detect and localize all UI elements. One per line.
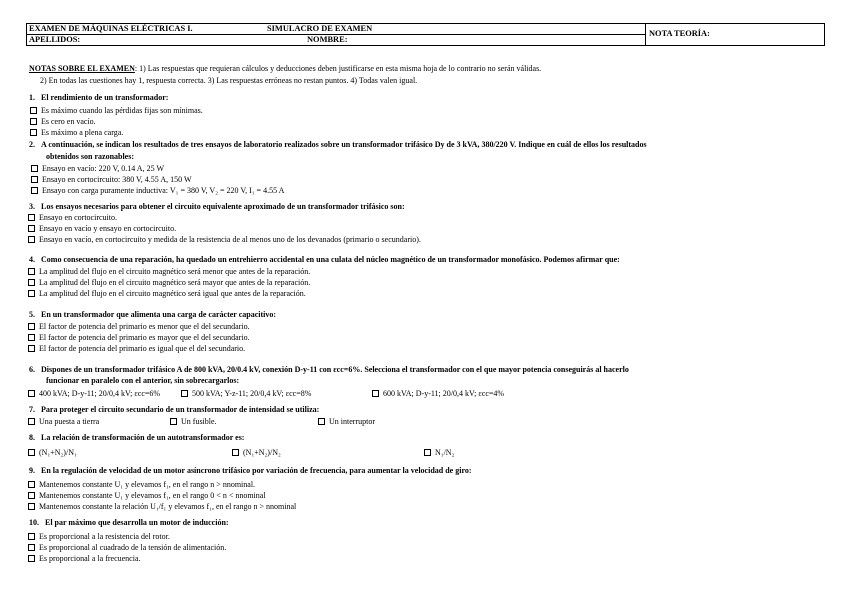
- question-9: [29, 466, 472, 476]
- question-text: El rendimiento de un transformador:: [41, 93, 169, 102]
- answer-option[interactable]: [28, 224, 176, 234]
- answer-label: Ensayo en vacío y ensayo en cortocircuito.: [39, 224, 177, 233]
- question-number: 4.: [29, 255, 35, 264]
- checkbox-icon[interactable]: [28, 268, 35, 275]
- question-4: [29, 255, 620, 265]
- answer-option[interactable]: [318, 417, 375, 427]
- nota-teoria-label: NOTA TEORÍA:: [649, 29, 710, 38]
- notes-line-2: 2) En todas las cuestiones hay 1, respuesta correcta. 3) Las respuestas erróneas no restan puntos. 4) Todas valen igual.: [40, 76, 418, 85]
- question-3: [29, 202, 405, 212]
- header-table: [26, 23, 825, 46]
- answer-label: La amplitud del flujo en el circuito magnético será igual que antes de la reparación.: [39, 289, 306, 298]
- question-text-continued: funcionar en paralelo con el anterior, sin sobrecargarlos:: [46, 376, 240, 385]
- checkbox-icon[interactable]: [181, 390, 188, 397]
- answer-option[interactable]: [28, 333, 250, 343]
- simulacro-label: SIMULACRO DE EXAMEN: [267, 24, 373, 33]
- question-text-continued: obtenidos son razonables:: [46, 152, 135, 161]
- answer-label: Una puesta a tierra: [39, 417, 100, 426]
- checkbox-icon[interactable]: [28, 555, 35, 562]
- answer-label: Ensayo en cortocircuito.: [39, 213, 117, 222]
- question-text: Dispones de un transformador trifásico A de 800 kVA, 20/0.4 kV, conexión D-y-11 con εcc=6%. Selecciona el transformador con el que mayor potencia conseguirás al hacerlo: [41, 365, 629, 374]
- question-text: Los ensayos necesarios para obtener el circuito equivalente aproximado de un transformador trifásico son:: [41, 202, 405, 211]
- answer-label: 400 kVA; D-y-11; 20/0,4 kV; εcc=6%: [39, 389, 161, 398]
- answer-option[interactable]: [28, 448, 77, 458]
- answer-label: 500 kVA; Y-z-11; 20/0,4 kV; εcc=8%: [192, 389, 312, 398]
- checkbox-icon[interactable]: [28, 290, 35, 297]
- exam-title: EXAMEN DE MÁQUINAS ELÉCTRICAS I.: [29, 24, 193, 33]
- checkbox-icon[interactable]: [28, 323, 35, 330]
- answer-label: Ensayo en vacío: 220 V, 0.14 A, 25 W: [42, 164, 164, 173]
- answer-option[interactable]: [30, 117, 96, 127]
- answer-option[interactable]: [28, 289, 306, 299]
- answer-label: El factor de potencia del primario es menor que el del secundario.: [39, 322, 250, 331]
- checkbox-icon[interactable]: [28, 492, 35, 499]
- question-text: En un transformador que alimenta una carga de carácter capacitivo:: [41, 310, 277, 319]
- answer-option[interactable]: [181, 389, 311, 399]
- answer-option[interactable]: [28, 278, 310, 288]
- checkbox-icon[interactable]: [232, 449, 239, 456]
- checkbox-icon[interactable]: [30, 118, 37, 125]
- answer-label: Un interruptor: [329, 417, 375, 426]
- answer-label: Mantenemos constante U₁ y elevamos f₁, en el rango 0 < n < nnominal: [39, 491, 266, 500]
- question-7: [29, 405, 319, 415]
- question-text: El par máximo que desarrolla un motor de inducción:: [45, 518, 229, 527]
- answer-option[interactable]: [28, 502, 296, 512]
- checkbox-icon[interactable]: [30, 129, 37, 136]
- answer-option[interactable]: [30, 106, 203, 116]
- answer-option[interactable]: [28, 417, 99, 427]
- answer-label: Es cero en vacío.: [41, 117, 96, 126]
- answer-label: Ensayo con carga puramente inductiva: V₁ = 380 V, V₂ = 220 V, I₁ = 4.55 A: [42, 186, 285, 195]
- checkbox-icon[interactable]: [28, 418, 35, 425]
- answer-option[interactable]: [424, 448, 454, 458]
- checkbox-icon[interactable]: [31, 176, 38, 183]
- answer-option[interactable]: [28, 322, 250, 332]
- answer-label: Mantenemos constante la relación U₁/f₁ y elevamos f₁, en el rango n > nnominal: [39, 502, 297, 511]
- answer-label: N₁/N₂: [435, 448, 455, 457]
- checkbox-icon[interactable]: [170, 418, 177, 425]
- answer-option[interactable]: [232, 448, 281, 458]
- question-text: En la regulación de velocidad de un motor asíncrono trifásico por variación de frecuencia, para aumentar la velocidad de giro:: [41, 466, 472, 475]
- question-number: 10.: [29, 518, 39, 527]
- checkbox-icon[interactable]: [28, 544, 35, 551]
- checkbox-icon[interactable]: [318, 418, 325, 425]
- answer-option[interactable]: [28, 480, 255, 490]
- answer-label: Es proporcional a la frecuencia.: [39, 554, 141, 563]
- checkbox-icon[interactable]: [28, 533, 35, 540]
- answer-option[interactable]: [31, 186, 284, 196]
- question-number: 1.: [29, 93, 35, 102]
- question-8: [29, 433, 244, 443]
- answer-option[interactable]: [28, 543, 226, 553]
- checkbox-icon[interactable]: [28, 390, 35, 397]
- answer-label: (N₁+N₂)/N₂: [243, 448, 281, 457]
- answer-label: Es proporcional a la resistencia del rotor.: [39, 532, 170, 541]
- question-number: 2.: [29, 140, 35, 149]
- checkbox-icon[interactable]: [28, 225, 35, 232]
- answer-option[interactable]: [28, 532, 170, 542]
- answer-label: Es proporcional al cuadrado de la tensión de alimentación.: [39, 543, 227, 552]
- answer-option[interactable]: [28, 267, 310, 277]
- answer-label: Ensayo en vacío, en cortocircuito y medida de la resistencia de al menos uno de los devanados (primario o secundario).: [39, 235, 421, 244]
- checkbox-icon[interactable]: [28, 214, 35, 221]
- answer-option[interactable]: [28, 554, 141, 564]
- checkbox-icon[interactable]: [28, 279, 35, 286]
- answer-label: (N₁+N₂)/N₁: [39, 448, 77, 457]
- answer-label: Es máximo a plena carga.: [41, 128, 124, 137]
- checkbox-icon[interactable]: [28, 236, 35, 243]
- apellidos-label: APELLIDOS:: [29, 35, 81, 44]
- answer-option[interactable]: [28, 491, 266, 501]
- notes-label: NOTAS SOBRE EL EXAMEN: [29, 64, 135, 73]
- checkbox-icon[interactable]: [31, 165, 38, 172]
- answer-label: Ensayo en cortocircuito: 380 V, 4.55 A, 150 W: [42, 175, 192, 184]
- answer-label: Es máximo cuando las pérdidas fijas son mínimas.: [41, 106, 203, 115]
- checkbox-icon[interactable]: [28, 449, 35, 456]
- question-2: [29, 140, 647, 150]
- question-5: [29, 310, 276, 320]
- answer-label: Un fusible.: [181, 417, 217, 426]
- question-6: [29, 365, 629, 375]
- answer-label: La amplitud del flujo en el circuito magnético será mayor que antes de la reparación.: [39, 278, 311, 287]
- checkbox-icon[interactable]: [28, 334, 35, 341]
- notes-line-1: NOTAS SOBRE EL EXAMEN: 1) Las respuestas que requieran cálculos y deducciones deben justificarse en esta misma hoja de lo contrario no serán válidas.: [29, 64, 542, 73]
- checkbox-icon[interactable]: [28, 503, 35, 510]
- checkbox-icon[interactable]: [30, 107, 37, 114]
- answer-option[interactable]: [31, 164, 164, 174]
- question-text: La relación de transformación de un autotransformador es:: [41, 433, 245, 442]
- answer-label: Mantenemos constante U₁ y elevamos f₁, en el rango n > nnominal.: [39, 480, 256, 489]
- question-text: Como consecuencia de una reparación, ha quedado un entrehierro accidental en una culata del núcleo magnético de un transformador monofásico. Podemos afirmar que:: [41, 255, 620, 264]
- nombre-label: NOMBRE:: [307, 35, 348, 44]
- checkbox-icon[interactable]: [31, 187, 38, 194]
- question-1: [29, 93, 168, 103]
- answer-label: 600 kVA; D-y-11; 20/0,4 kV; εcc=4%: [383, 389, 505, 398]
- question-number: 5.: [29, 310, 35, 319]
- question-text: A continuación, se indican los resultados de tres ensayos de laboratorio realizados sobre un transformador trifásico Dy de 3 kVA, 380/220 V. Indique en cuál de ellos los resultados: [41, 140, 647, 149]
- answer-option[interactable]: [28, 389, 160, 399]
- question-number: 7.: [29, 405, 35, 414]
- answer-option[interactable]: [28, 235, 421, 245]
- answer-option[interactable]: [28, 344, 245, 354]
- answer-option[interactable]: [30, 128, 123, 138]
- answer-option[interactable]: [28, 213, 117, 223]
- checkbox-icon[interactable]: [28, 345, 35, 352]
- answer-label: El factor de potencia del primario es igual que el del secundario.: [39, 344, 246, 353]
- question-number: 6.: [29, 365, 35, 374]
- answer-option[interactable]: [372, 389, 504, 399]
- checkbox-icon[interactable]: [372, 390, 379, 397]
- checkbox-icon[interactable]: [28, 481, 35, 488]
- answer-label: La amplitud del flujo en el circuito magnético será menor que antes de la reparación.: [39, 267, 311, 276]
- question-10: [29, 518, 229, 528]
- answer-label: El factor de potencia del primario es mayor que el del secundario.: [39, 333, 250, 342]
- answer-option[interactable]: [31, 175, 192, 185]
- question-number: 3.: [29, 202, 35, 211]
- answer-option[interactable]: [170, 417, 217, 427]
- checkbox-icon[interactable]: [424, 449, 431, 456]
- question-text: Para proteger el circuito secundario de un transformador de intensidad se utiliza:: [41, 405, 320, 414]
- question-number: 9.: [29, 466, 35, 475]
- question-number: 8.: [29, 433, 35, 442]
